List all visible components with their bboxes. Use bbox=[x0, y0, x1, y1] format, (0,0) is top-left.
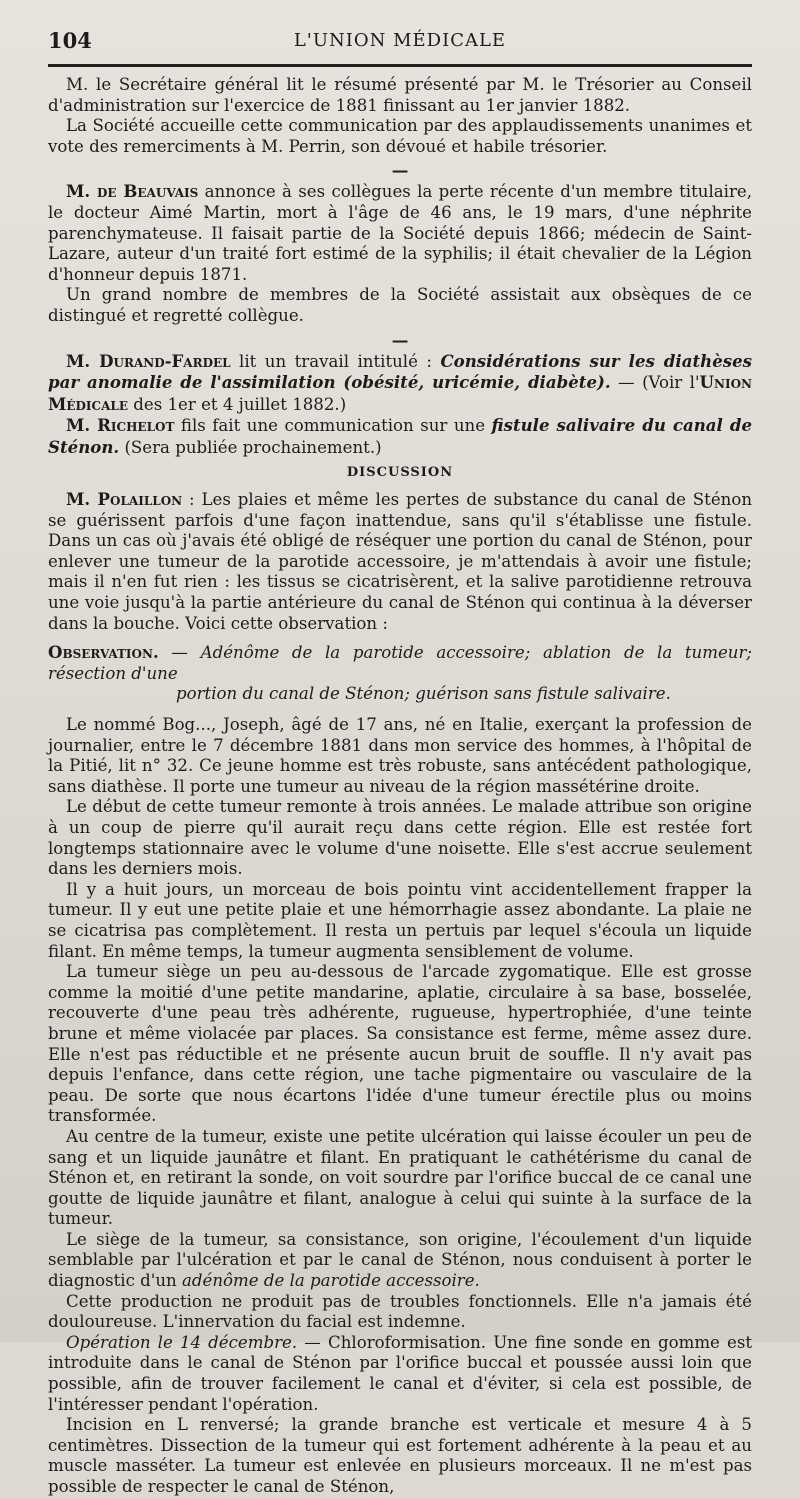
paragraph-polaillon bbox=[48, 489, 752, 634]
discussion-heading: DISCUSSION bbox=[346, 464, 454, 480]
speaker-name: M. Richelot bbox=[66, 415, 175, 436]
observation-title-line bbox=[48, 642, 752, 684]
paragraph-obituary bbox=[48, 181, 752, 285]
work-title: fistule salivaire du canal de Sténon. bbox=[48, 415, 752, 457]
paragraph-text: lit un travail intitulé : bbox=[230, 351, 441, 371]
separator-dash: — bbox=[391, 160, 409, 181]
speaker-name: M. Durand-Fardel bbox=[66, 350, 231, 371]
paragraph-patient: Le nommé Bog..., Joseph, âgé de 17 ans, né en Italie, exerçant la profession de journalier, entre le 7 décembre 1881 dans mon service des hommes, à l'hôpital de la Pitié, lit n° 32. Ce jeune homme est très robuste, sans antécédent pathologique, sans diathèse. Il porte une tumeur au niveau de la région massétérine droite. bbox=[48, 715, 752, 796]
observation-title-continued: portion du canal de Sténon; guérison sans fistule salivaire. bbox=[176, 684, 671, 704]
speaker-name: M. Polaillon bbox=[66, 489, 183, 510]
paragraph-treasurer-report: M. le Secrétaire général lit le résumé présenté par M. le Trésorier au Conseil d'administration sur l'exercice de 1881 finissant au 1er janvier 1882. bbox=[48, 75, 752, 115]
paragraph-diagnosis bbox=[48, 1230, 752, 1292]
paragraph-thanks: La Société accueille cette communication par des applaudissements unanimes et vote des remerciments à M. Perrin, son dévoué et habile trésorier. bbox=[48, 116, 752, 156]
speaker-name: M. de Beauvais bbox=[66, 181, 199, 202]
paragraph-text: — (Voir l' bbox=[610, 373, 700, 393]
paragraph-text: annonce à ses collègues la perte récente d'un membre titulaire, le docteur Aimé Martin, mort à l'âge de 46 ans, le 19 mars, d'une néphrite parenchymateuse. Il faisait partie de la Société depuis 1866; médecin de Saint-Lazare, auteur d'un traité fort estimé de la syphilis; il était chevalier de la Légion d'honneur depuis 1871. bbox=[48, 182, 753, 284]
work-title: Considérations sur les diathèses par anomalie de l'assimilation (obésité, uricémie, diabète). bbox=[48, 350, 752, 393]
paragraph-ulceration: Au centre de la tumeur, existe une petite ulcération qui laisse écouler un peu de sang et un liquide jaunâtre et filant. En pratiquant le cathétérisme du canal de Sténon et, en retirant la sonde, on voit sourdre par l'orifice buccal de ce canal une goutte de liquide jaunâtre et filant, analogue à celui qui suinte à la surface de la tumeur. bbox=[48, 1126, 752, 1229]
diagnosis-term: adénôme de la parotide accessoire. bbox=[182, 1271, 480, 1291]
paragraph-richelot bbox=[48, 415, 752, 458]
paragraph-onset: Le début de cette tumeur remonte à trois années. Le malade attribue son origine à un coup de pierre qu'il aurait reçu dans cette région. Elle est restée fort longtemps stationnaire avec le volume d'une noisette. Elle s'est accrue seulement dans les derniers mois. bbox=[48, 797, 752, 879]
paragraph-tumor-description: La tumeur siège un peu au-dessous de l'arcade zygomatique. Elle est grosse comme la moitié d'une petite mandarine, aplatie, circulaire à sa base, bosselée, recouverte d'une peau très adhérente, rugueuse, hypertrophiée, d'une teinte brune et même violacée par places. Sa consistance est ferme, même assez dure. Elle n'est pas réductible et ne présente aucun bruit de souffle. Il n'y avait pas depuis l'enfance, dans cette région, une tache pigmentaire ou vasculaire de la peau. De sorte que nous écartons l'idée d'une tumeur érectile plus ou moins transformée. bbox=[48, 962, 752, 1126]
paragraph-text: : Les plaies et même les pertes de substance du canal de Sténon se guérissent parfois d'une façon inattendue, sans qu'il s'établisse une fistule. Dans un cas où j'avais été obligé de réséquer une portion du canal de Sténon, pour enlever une tumeur de la parotide accessoire, je m'attendais à avoir une fistule; mais il n'en fut rien : les tissus se cicatrisèrent, et la salive parotidienne retrouva une voie jusqu'à la partie antérieure du canal de Sténon qui continua à la déverser dans la bouche. Voici cette observation : bbox=[48, 490, 753, 633]
paragraph-injury: Il y a huit jours, un morceau de bois pointu vint accidentellement frapper la tumeur. Il y eut une petite plaie et une hémorrhagie assez abondante. La plaie ne se cicatrisa pas complètement. Il resta un pertuis par lequel s'écoula un liquide filant. En même temps, la tumeur augmenta sensiblement de volume. bbox=[48, 879, 752, 961]
paragraph-text: des 1er et 4 juillet 1882.) bbox=[127, 394, 347, 414]
paragraph-operation bbox=[48, 1333, 752, 1415]
observation-label: Observation. bbox=[48, 642, 159, 663]
observation-title: — Adénôme de la parotide accessoire; ablation de la tumeur; résection d'une bbox=[48, 643, 752, 683]
paragraph-text: Le siège de la tumeur, sa consistance, son origine, l'écoulement d'un liquide semblable par l'ulcération et par le canal de Sténon, nous conduisent à porter le diagnostic d'un bbox=[48, 1229, 752, 1291]
paragraph-text: fils fait une communication sur une bbox=[174, 416, 492, 436]
page-number: 104 bbox=[48, 28, 92, 53]
journal-name: Union Médicale bbox=[48, 372, 752, 414]
operation-date: Opération le 14 décembre. bbox=[66, 1332, 298, 1352]
page-header bbox=[48, 20, 752, 56]
header-rule bbox=[48, 64, 752, 67]
paragraph-symptoms: Cette production ne produit pas de troubles fonctionnels. Elle n'a jamais été douloureuse. L'innervation du facial est indemne. bbox=[48, 1291, 752, 1332]
separator-dash: — bbox=[391, 329, 409, 350]
paragraph-durand-fardel bbox=[48, 351, 752, 416]
paragraph-funeral: Un grand nombre de membres de la Société assistait aux obsèques de ce distingué et regretté collègue. bbox=[48, 285, 752, 325]
article-body bbox=[48, 75, 752, 1498]
running-title: L'UNION MÉDICALE bbox=[293, 30, 507, 51]
observation-heading bbox=[48, 642, 752, 705]
spacer bbox=[48, 705, 752, 715]
paragraph-text: (Sera publiée prochainement.) bbox=[119, 437, 382, 457]
paragraph-text: — Chloroformisation. Une fine sonde en gomme est introduite dans le canal de Sténon par l'orifice buccal et poussée aussi loin que possible, afin de trouver facilement le canal et d'éviter, si cela est possible, de l'intéresser pendant l'opération. bbox=[48, 1332, 753, 1414]
paragraph-incision: Incision en L renversé; la grande branche est verticale et mesure 4 à 5 centimètres. Dissection de la tumeur qui est fortement adhérente à la peau et au muscle masséter. La tumeur est enlevée en plusieurs morceaux. Il ne m'est pas possible de respecter le canal de Sténon, bbox=[48, 1415, 752, 1496]
